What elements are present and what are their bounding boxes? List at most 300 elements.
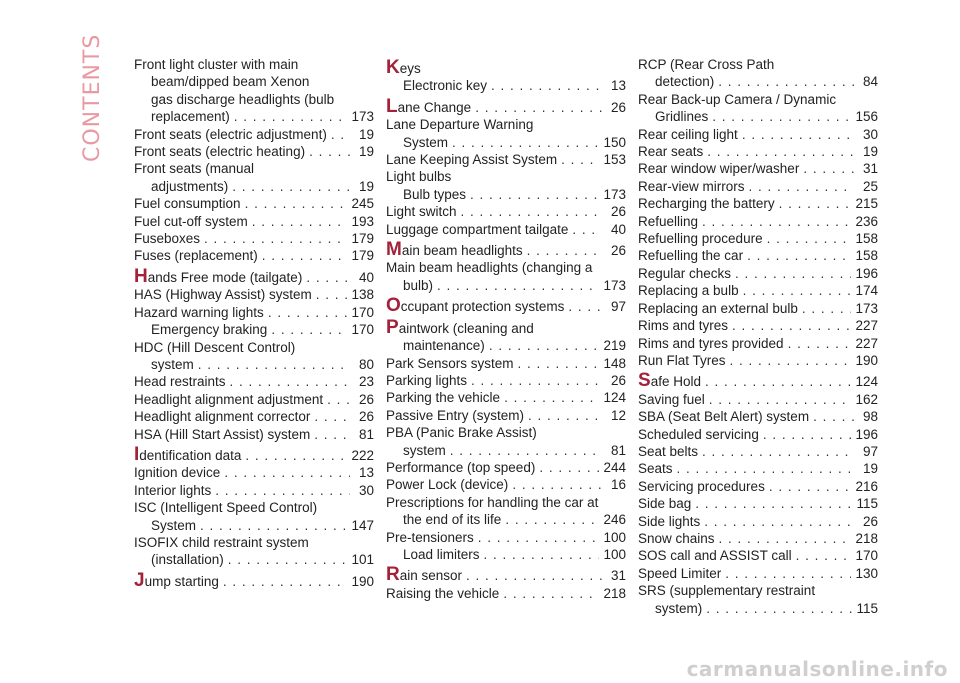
index-entry-label: Lane Change bbox=[386, 95, 472, 117]
leader-dots bbox=[788, 335, 852, 352]
page-number[interactable]: 81 bbox=[610, 442, 626, 458]
page-number[interactable]: 216 bbox=[855, 478, 878, 494]
index-entry-label: Interior lights bbox=[134, 482, 212, 498]
leader-dots bbox=[470, 186, 599, 203]
page-number[interactable]: 13 bbox=[610, 78, 626, 94]
index-entry bbox=[638, 230, 878, 247]
page-number[interactable]: 130 bbox=[855, 565, 878, 581]
index-entry bbox=[638, 547, 878, 564]
page-number[interactable]: 101 bbox=[351, 552, 374, 568]
index-entry bbox=[386, 203, 626, 220]
index-entry-label: bulb) bbox=[403, 277, 434, 293]
leader-dots bbox=[471, 372, 602, 389]
index-entry bbox=[134, 499, 374, 534]
index-entry bbox=[386, 259, 626, 294]
page-number[interactable]: 97 bbox=[862, 443, 878, 459]
page-number[interactable]: 30 bbox=[358, 482, 374, 498]
index-entry-label: (installation) bbox=[151, 552, 224, 568]
page-number[interactable]: 173 bbox=[603, 277, 626, 293]
page-number[interactable]: 162 bbox=[855, 391, 878, 407]
index-entry bbox=[386, 494, 626, 529]
index-entry-label: Rear Back-up Camera / Dynamic bbox=[638, 91, 837, 107]
index-entry-label: Scheduled servicing bbox=[638, 426, 759, 442]
index-entry bbox=[134, 286, 374, 303]
page-number[interactable]: 81 bbox=[358, 426, 374, 442]
page-number[interactable]: 245 bbox=[351, 196, 374, 212]
page-number[interactable]: 26 bbox=[358, 409, 374, 425]
leader-dots bbox=[802, 300, 852, 317]
index-entry-label: Safe Hold bbox=[638, 370, 701, 392]
index-entry-label: Identification data bbox=[134, 443, 242, 465]
index-entry-label: Rain sensor bbox=[386, 564, 463, 586]
page-number[interactable]: 190 bbox=[855, 352, 878, 368]
index-entry-label: Load limiters bbox=[403, 546, 480, 562]
leader-dots bbox=[234, 108, 348, 125]
leader-dots bbox=[331, 126, 350, 143]
leader-dots bbox=[767, 230, 852, 247]
leader-dots bbox=[478, 529, 600, 546]
index-entry-label: Lane Departure Warning bbox=[386, 117, 534, 133]
index-entry bbox=[386, 59, 626, 77]
leader-dots bbox=[245, 447, 347, 464]
page-number[interactable]: 80 bbox=[358, 356, 374, 372]
index-entry bbox=[386, 297, 626, 315]
leader-dots bbox=[719, 530, 852, 547]
index-entry-label: Passive Entry (system) bbox=[386, 407, 525, 423]
index-entry bbox=[386, 407, 626, 424]
leader-dots bbox=[707, 143, 854, 160]
page-number[interactable]: 84 bbox=[862, 74, 878, 90]
page-number[interactable]: 147 bbox=[351, 517, 374, 533]
page-number[interactable]: 115 bbox=[856, 600, 878, 616]
page-number[interactable]: 218 bbox=[855, 530, 878, 546]
index-entry-label: Light switch bbox=[386, 204, 457, 220]
page-number[interactable]: 170 bbox=[351, 322, 374, 338]
leader-dots bbox=[232, 178, 350, 195]
index-entry bbox=[638, 582, 878, 617]
leader-dots bbox=[484, 546, 600, 563]
leader-dots bbox=[505, 511, 599, 528]
leader-dots bbox=[539, 459, 599, 476]
page-number[interactable]: 31 bbox=[610, 568, 626, 584]
index-entry bbox=[638, 513, 878, 530]
page-number[interactable]: 158 bbox=[855, 248, 878, 264]
index-entry-label: Keys bbox=[386, 57, 421, 78]
index-entry-label: Main beam headlights (changing a bbox=[386, 260, 593, 276]
leader-dots bbox=[730, 352, 852, 369]
index-entry-label: Fuel cut-off system bbox=[134, 213, 248, 229]
page-number[interactable]: 30 bbox=[862, 126, 878, 142]
index-column-2 bbox=[386, 56, 626, 602]
index-entry bbox=[386, 459, 626, 476]
index-entry-label: Rear window wiper/washer bbox=[638, 161, 800, 177]
leader-dots bbox=[725, 565, 851, 582]
index-entry-label: Pre-tensioners bbox=[386, 529, 474, 545]
page-number[interactable]: 196 bbox=[855, 426, 878, 442]
page-number[interactable]: 19 bbox=[358, 126, 374, 142]
leader-dots bbox=[735, 265, 851, 282]
leader-dots bbox=[223, 573, 348, 590]
index-entry bbox=[386, 424, 626, 459]
index-entry bbox=[638, 372, 878, 390]
index-entry bbox=[134, 534, 374, 569]
page-number[interactable]: 40 bbox=[358, 269, 374, 285]
index-entry-label: Performance (top speed) bbox=[386, 459, 536, 475]
index-entry-label: Jump starting bbox=[134, 569, 219, 591]
leader-dots bbox=[712, 108, 851, 125]
index-entry bbox=[134, 321, 374, 338]
leader-dots bbox=[228, 551, 348, 568]
index-entry-label: HDC (Hill Descent Control) bbox=[134, 339, 296, 355]
leader-dots bbox=[561, 151, 599, 168]
index-entry bbox=[638, 178, 878, 195]
page-number[interactable]: 19 bbox=[862, 461, 878, 477]
page-number[interactable]: 173 bbox=[603, 186, 626, 202]
index-entry-label: RCP (Rear Cross Path bbox=[638, 57, 775, 72]
index-entry bbox=[638, 300, 878, 317]
index-entry-label: adjustments) bbox=[151, 178, 229, 194]
page-number[interactable]: 227 bbox=[855, 318, 878, 334]
index-entry-label: Replacing an external bulb bbox=[638, 300, 798, 316]
leader-dots bbox=[803, 160, 854, 177]
index-entry-label: Run Flat Tyres bbox=[638, 352, 726, 368]
page-number[interactable]: 100 bbox=[603, 546, 626, 562]
index-entry-label: PBA (Panic Brake Assist) bbox=[386, 425, 537, 441]
page-number[interactable]: 173 bbox=[351, 109, 374, 125]
index-entry-label: Parking the vehicle bbox=[386, 390, 501, 406]
index-entry bbox=[386, 529, 626, 546]
index-entry bbox=[638, 265, 878, 282]
leader-dots bbox=[314, 426, 350, 443]
page-number[interactable]: 26 bbox=[610, 204, 626, 220]
index-entry-label: Front light cluster with main bbox=[134, 57, 299, 72]
page-number[interactable]: 26 bbox=[610, 99, 626, 115]
index-entry-label: Speed Limiter bbox=[638, 565, 722, 581]
leader-dots bbox=[245, 195, 348, 212]
index-entry-label: ISOFIX child restraint system bbox=[134, 534, 309, 550]
index-entry-label: Seat belts bbox=[638, 443, 699, 459]
index-entry-label: Rims and tyres provided bbox=[638, 335, 784, 351]
index-entry bbox=[386, 168, 626, 203]
page-number[interactable]: 174 bbox=[855, 283, 878, 299]
leader-dots bbox=[763, 426, 852, 443]
leader-dots bbox=[518, 355, 600, 372]
page-number[interactable]: 40 bbox=[610, 221, 626, 237]
index-entry bbox=[638, 460, 878, 477]
leader-dots bbox=[718, 73, 854, 90]
page-number[interactable]: 215 bbox=[855, 196, 878, 212]
index-entry bbox=[638, 282, 878, 299]
leader-dots bbox=[572, 221, 602, 238]
page-number[interactable]: 115 bbox=[856, 496, 878, 512]
leader-dots bbox=[779, 195, 852, 212]
index-entry bbox=[638, 478, 878, 495]
page-number[interactable]: 124 bbox=[603, 390, 626, 406]
index-entry bbox=[638, 408, 878, 425]
index-entry-label: Refuelling the car bbox=[638, 248, 744, 264]
index-entry-label: Headlight alignment corrector bbox=[134, 409, 311, 425]
index-entry-label: HSA (Hill Start Assist) system bbox=[134, 426, 311, 442]
index-entry bbox=[134, 304, 374, 321]
index-entry-label: Parking lights bbox=[386, 372, 468, 388]
leader-dots bbox=[200, 517, 347, 534]
index-entry bbox=[134, 426, 374, 443]
page-number[interactable]: 173 bbox=[855, 300, 878, 316]
index-entry bbox=[134, 160, 374, 195]
page-number[interactable]: 16 bbox=[610, 477, 626, 493]
leader-dots bbox=[491, 77, 602, 94]
index-entry bbox=[386, 151, 626, 168]
page-number[interactable]: 170 bbox=[855, 548, 878, 564]
page-number[interactable]: 26 bbox=[862, 513, 878, 529]
page-number[interactable]: 97 bbox=[610, 299, 626, 315]
page-number[interactable]: 219 bbox=[603, 338, 626, 354]
contents-side-label: CONTENTS bbox=[80, 33, 105, 162]
index-entry bbox=[638, 195, 878, 212]
index-column-3 bbox=[638, 56, 878, 617]
index-entry-label: Replacing a bulb bbox=[638, 283, 739, 299]
leader-dots bbox=[268, 304, 348, 321]
leader-dots bbox=[528, 407, 602, 424]
index-entry-label: Front seats (manual bbox=[134, 161, 255, 177]
page-number[interactable]: 190 bbox=[351, 573, 374, 589]
page-number[interactable]: 98 bbox=[862, 409, 878, 425]
leader-dots bbox=[769, 478, 852, 495]
index-entry bbox=[134, 339, 374, 374]
leader-dots bbox=[452, 134, 599, 151]
leader-dots bbox=[466, 567, 602, 584]
index-entry-label: Power Lock (device) bbox=[386, 477, 509, 493]
index-entry bbox=[386, 221, 626, 238]
page-number[interactable]: 170 bbox=[351, 304, 374, 320]
index-entry bbox=[638, 352, 878, 369]
leader-dots bbox=[732, 317, 851, 334]
index-entry-label: Front seats (electric adjustment) bbox=[134, 126, 327, 142]
index-entry bbox=[386, 585, 626, 602]
index-entry-label: Electronic key bbox=[403, 78, 488, 94]
index-entry-label: Emergency braking bbox=[151, 322, 268, 338]
leader-dots bbox=[695, 495, 852, 512]
index-entry bbox=[386, 77, 626, 94]
index-entry-label: the end of its life bbox=[403, 512, 502, 528]
leader-dots bbox=[316, 286, 348, 303]
index-entry-label: Park Sensors system bbox=[386, 355, 514, 371]
page-number[interactable]: 196 bbox=[855, 265, 878, 281]
index-entry bbox=[134, 569, 374, 591]
page-number[interactable]: 244 bbox=[603, 459, 626, 475]
page-number[interactable]: 23 bbox=[358, 374, 374, 390]
index-entry-label: Regular checks bbox=[638, 265, 732, 281]
index-entry bbox=[134, 408, 374, 425]
page-number[interactable]: 25 bbox=[862, 178, 878, 194]
leader-dots bbox=[705, 373, 851, 390]
index-entry bbox=[638, 56, 878, 91]
leader-dots bbox=[527, 242, 602, 259]
index-entry bbox=[638, 391, 878, 408]
index-entry-label: Seats bbox=[638, 461, 673, 477]
index-entry bbox=[638, 91, 878, 126]
index-entry bbox=[134, 195, 374, 212]
index-entry-label: Headlight alignment adjustment bbox=[134, 391, 324, 407]
index-entry bbox=[386, 316, 626, 355]
index-entry-label: Fuel consumption bbox=[134, 196, 241, 212]
index-entry bbox=[386, 116, 626, 151]
page-number[interactable]: 124 bbox=[855, 374, 878, 390]
index-entry-label: maintenance) bbox=[403, 338, 485, 354]
leader-dots bbox=[743, 282, 852, 299]
leader-dots bbox=[702, 213, 851, 230]
leader-dots bbox=[461, 203, 602, 220]
index-entry-label: replacement) bbox=[151, 109, 230, 125]
index-entry-label: beam/dipped beam Xenon bbox=[151, 74, 310, 90]
leader-dots bbox=[742, 126, 854, 143]
leader-dots bbox=[489, 337, 600, 354]
page-number[interactable]: 179 bbox=[351, 248, 374, 264]
index-entry-label: System bbox=[151, 517, 197, 533]
index-entry bbox=[638, 317, 878, 334]
page-number[interactable]: 100 bbox=[603, 529, 626, 545]
index-entry-label: Fuses (replacement) bbox=[134, 248, 258, 264]
index-entry bbox=[134, 247, 374, 264]
index-entry-label: Rear ceiling light bbox=[638, 126, 738, 142]
index-entry bbox=[386, 476, 626, 493]
index-entry bbox=[134, 56, 374, 126]
index-entry-label: Refuelling procedure bbox=[638, 231, 763, 247]
leader-dots bbox=[450, 442, 602, 459]
leader-dots bbox=[327, 391, 350, 408]
leader-dots bbox=[262, 247, 348, 264]
index-entry bbox=[638, 565, 878, 582]
index-entry bbox=[386, 389, 626, 406]
index-entry-label: gas discharge headlights (bulb bbox=[151, 91, 335, 107]
index-entry-label: Side lights bbox=[638, 513, 701, 529]
page-number[interactable]: 158 bbox=[855, 231, 878, 247]
index-entry bbox=[134, 443, 374, 465]
page-number[interactable]: 218 bbox=[603, 585, 626, 601]
leader-dots bbox=[747, 247, 851, 264]
index-entry bbox=[134, 373, 374, 390]
page-number[interactable]: 179 bbox=[351, 231, 374, 247]
index-entry-label: Snow chains bbox=[638, 530, 715, 546]
index-entry-label: Fuseboxes bbox=[134, 231, 201, 247]
index-entry-label: Rims and tyres bbox=[638, 318, 729, 334]
page-number[interactable]: 13 bbox=[358, 465, 374, 481]
index-entry-label: Occupant protection systems bbox=[386, 295, 565, 317]
page-number[interactable]: 19 bbox=[358, 144, 374, 160]
page-number[interactable]: 148 bbox=[603, 355, 626, 371]
leader-dots bbox=[204, 230, 347, 247]
page-number[interactable]: 222 bbox=[351, 447, 374, 463]
index-entry bbox=[638, 247, 878, 264]
page-number[interactable]: 150 bbox=[603, 134, 626, 150]
index-entry-label: Gridlines bbox=[655, 109, 709, 125]
leader-dots bbox=[224, 464, 350, 481]
index-entry-label: Prescriptions for handling the car at bbox=[386, 494, 599, 510]
index-entry-label: Lane Keeping Assist System bbox=[386, 152, 558, 168]
index-entry-label: Servicing procedures bbox=[638, 478, 765, 494]
page-number[interactable]: 19 bbox=[862, 144, 878, 160]
page-number[interactable]: 138 bbox=[351, 287, 374, 303]
index-entry bbox=[134, 213, 374, 230]
index-entry bbox=[134, 391, 374, 408]
leader-dots bbox=[437, 277, 599, 294]
page-number[interactable]: 156 bbox=[855, 109, 878, 125]
index-entry bbox=[638, 213, 878, 230]
index-entry-label: Rear-view mirrors bbox=[638, 178, 745, 194]
index-entry-label: Hazard warning lights bbox=[134, 304, 264, 320]
index-entry-label: Raising the vehicle bbox=[386, 585, 500, 601]
leader-dots bbox=[475, 99, 602, 116]
page-number[interactable]: 26 bbox=[358, 391, 374, 407]
leader-dots bbox=[230, 373, 350, 390]
index-entry-label: system bbox=[403, 442, 446, 458]
index-entry bbox=[386, 372, 626, 389]
leader-dots bbox=[796, 547, 852, 564]
index-entry-label: Bulb types bbox=[403, 186, 467, 202]
page-number[interactable]: 31 bbox=[862, 161, 878, 177]
page-number[interactable]: 246 bbox=[603, 512, 626, 528]
index-entry-label: Head restraints bbox=[134, 374, 226, 390]
leader-dots bbox=[252, 213, 348, 230]
index-entry-label: SRS (supplementary restraint bbox=[638, 583, 816, 599]
index-entry-label: SBA (Seat Belt Alert) system bbox=[638, 409, 810, 425]
index-entry bbox=[134, 126, 374, 143]
index-entry bbox=[134, 143, 374, 160]
leader-dots bbox=[198, 356, 350, 373]
index-entry-label: Main beam headlights bbox=[386, 239, 523, 261]
index-entry bbox=[638, 426, 878, 443]
watermark: carmanualsonline.info bbox=[686, 657, 948, 681]
index-entry-label: Refuelling bbox=[638, 213, 699, 229]
index-entry-label: system bbox=[151, 356, 194, 372]
index-entry-label: Hands Free mode (tailgate) bbox=[134, 265, 303, 287]
leader-dots bbox=[512, 476, 602, 493]
page-number[interactable]: 153 bbox=[603, 152, 626, 168]
page-number[interactable]: 12 bbox=[610, 407, 626, 423]
index-entry-label: Light bulbs bbox=[386, 169, 452, 185]
page-number[interactable]: 236 bbox=[855, 213, 878, 229]
index-column-1 bbox=[134, 56, 374, 590]
leader-dots bbox=[704, 513, 854, 530]
index-entry-label: ISC (Intelligent Speed Control) bbox=[134, 500, 318, 516]
index-entry-label: Paintwork (cleaning and bbox=[386, 316, 534, 338]
index-entry bbox=[638, 143, 878, 160]
page-number[interactable]: 26 bbox=[610, 372, 626, 388]
leader-dots bbox=[504, 389, 599, 406]
index-entry bbox=[386, 95, 626, 117]
index-entry bbox=[638, 443, 878, 460]
index-entry bbox=[638, 530, 878, 547]
page-number[interactable]: 26 bbox=[610, 243, 626, 259]
index-entry-label: Recharging the battery bbox=[638, 196, 775, 212]
page-number[interactable]: 227 bbox=[855, 335, 878, 351]
index-entry-label: System bbox=[403, 134, 449, 150]
index-entry bbox=[638, 160, 878, 177]
leader-dots bbox=[702, 443, 854, 460]
index-entry bbox=[386, 566, 626, 584]
index-entry bbox=[134, 230, 374, 247]
index-entry bbox=[134, 265, 374, 287]
index-entry bbox=[134, 464, 374, 481]
leader-dots bbox=[749, 178, 854, 195]
index-entry-label: Front seats (electric heating) bbox=[134, 144, 306, 160]
index-entry-label: SOS call and ASSIST call bbox=[638, 548, 792, 564]
index-entry-label: Saving fuel bbox=[638, 391, 705, 407]
index-entry-label: Luggage compartment tailgate bbox=[386, 221, 569, 237]
page-number[interactable]: 19 bbox=[358, 178, 374, 194]
leader-dots bbox=[706, 600, 852, 617]
page-number[interactable]: 193 bbox=[351, 213, 374, 229]
